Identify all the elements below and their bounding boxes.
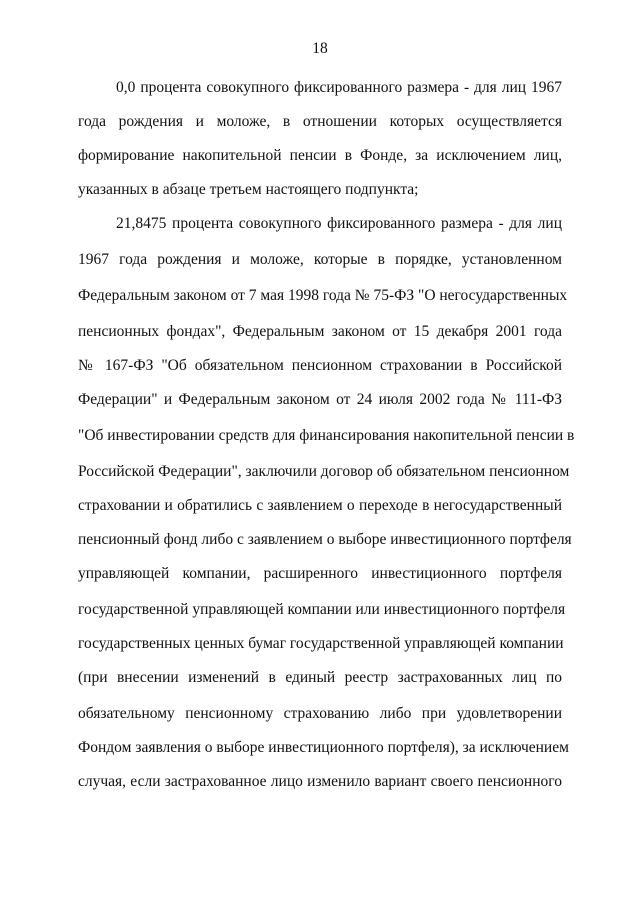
- text-line: обязательному пенсионному страхованию либо при удовлетворении: [78, 705, 562, 722]
- text-line: "Об инвестировании средств для финансирования накопительной пенсии в: [78, 427, 575, 444]
- text-line: государственной управляющей компании или инвестиционного портфеля: [78, 601, 566, 618]
- text-line: управляющей компании, расширенного инвестиционного портфеля: [78, 565, 562, 582]
- text-line: указанных в абзаце третьем настоящего подпункта;: [78, 181, 419, 198]
- text-line: Российской Федерации", заключили договор об обязательном пенсионном: [78, 463, 570, 480]
- text-line: формирование накопительной пенсии в Фонде, за исключением лиц,: [78, 147, 562, 164]
- text-line: пенсионный фонд либо с заявлением о выборе инвестиционного портфеля: [78, 531, 572, 548]
- text-line: (при внесении изменений в единый реестр застрахованных лиц по: [78, 669, 562, 686]
- text-line: государственных ценных бумаг государственной управляющей компании: [78, 635, 564, 652]
- text-line: Федерации" и Федеральным законом от 24 июля 2002 года № 111-ФЗ: [78, 391, 562, 408]
- page-number: 18: [312, 40, 328, 57]
- text-line: 21,8475 процента совокупного фиксированного размера - для лиц: [116, 215, 562, 232]
- text-line: Фондом заявления о выборе инвестиционного портфеля), за исключением: [78, 739, 569, 756]
- text-line: 1967 года рождения и моложе, которые в порядке, установленном: [78, 251, 562, 268]
- text-line: пенсионных фондах", Федеральным законом от 15 декабря 2001 года: [78, 323, 562, 340]
- text-line: страховании и обратились с заявлением о переходе в негосударственный: [78, 497, 562, 514]
- text-line: года рождения и моложе, в отношении которых осуществляется: [78, 113, 562, 130]
- text-line: № 167-ФЗ "Об обязательном пенсионном страховании в Российской: [78, 357, 562, 374]
- text-line: случая, если застрахованное лицо изменило вариант своего пенсионного: [78, 773, 562, 790]
- text-line: Федеральным законом от 7 мая 1998 года № 75-ФЗ "О негосударственных: [78, 287, 568, 304]
- text-line: 0,0 процента совокупного фиксированного размера - для лиц 1967: [116, 79, 562, 96]
